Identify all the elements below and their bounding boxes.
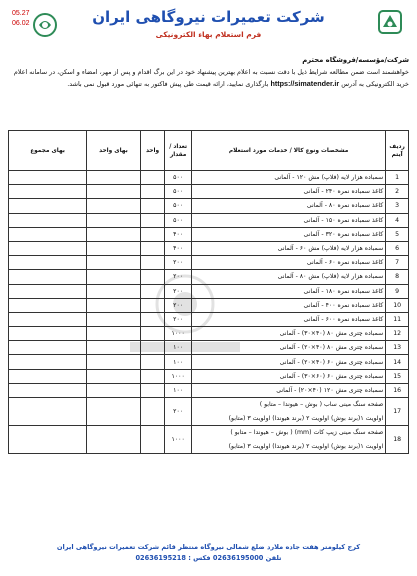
row-total-price-cell[interactable] (9, 383, 87, 397)
row-total-price-cell[interactable] (9, 213, 87, 227)
date-line-2: 06.02 (12, 20, 30, 27)
table-row (9, 312, 409, 326)
row-unit-cell[interactable] (140, 256, 165, 270)
table-row (9, 199, 409, 213)
table-row (9, 369, 409, 383)
row-quantity: ۱۰۰ (165, 355, 192, 369)
header-quantity: تعداد / مقدار (165, 131, 192, 171)
row-number: 9 (386, 284, 409, 298)
row-description: سمباده چتری مش ۱۲۰ (۴۰×۲۰) - آلمانی (192, 383, 386, 397)
intro-text (8, 54, 409, 90)
row-description: کاغذ سمباده نمره ۸۰ - آلمانی (192, 199, 386, 213)
row-unit-cell[interactable] (140, 199, 165, 213)
tender-site-link[interactable]: https://simatender.ir (270, 79, 340, 88)
intro-paragraph-end: بارگذاری نمایید، ارائه قیمت طی پیش فاکتور به تنهائی مورد قبول نمی باشد. (67, 80, 269, 88)
row-total-price-cell[interactable] (9, 369, 87, 383)
row-description: سمباده هزار لایه (فلاپ) مش ۸۰ - آلمانی (192, 270, 386, 284)
row-unit-price-cell[interactable] (87, 270, 141, 284)
table-header-row (9, 131, 409, 171)
row-quantity: ۵۰۰ (165, 171, 192, 185)
row-description-line-2: اولویت ۱(برند بوش) اولویت ۲ (برند هیوندا) اولویت ۳ (متابو) (228, 442, 384, 450)
row-total-price-cell[interactable] (9, 426, 87, 454)
row-unit-price-cell[interactable] (87, 256, 141, 270)
row-number: 1 (386, 171, 409, 185)
table-row (9, 383, 409, 397)
row-unit-price-cell[interactable] (87, 284, 141, 298)
header-total-price: بهای مجموع (9, 131, 87, 171)
row-description-line-1: صفحه سنگ مینی زیپ کات (mm) ( بوش – هیوندا – متابو ) (230, 428, 384, 436)
row-quantity: ۲۰۰ (165, 298, 192, 312)
row-total-price-cell[interactable] (9, 355, 87, 369)
row-unit-cell[interactable] (140, 341, 165, 355)
row-quantity: ۱۰۰ (165, 341, 192, 355)
row-total-price-cell[interactable] (9, 185, 87, 199)
table-row (9, 355, 409, 369)
row-unit-cell[interactable] (140, 426, 165, 454)
row-total-price-cell[interactable] (9, 256, 87, 270)
row-unit-price-cell[interactable] (87, 185, 141, 199)
row-unit-cell[interactable] (140, 185, 165, 199)
row-quantity: ۲۰۰ (165, 270, 192, 284)
row-total-price-cell[interactable] (9, 341, 87, 355)
row-unit-price-cell[interactable] (87, 171, 141, 185)
row-quantity: ۴۰۰ (165, 227, 192, 241)
row-unit-cell[interactable] (140, 213, 165, 227)
row-number: 2 (386, 185, 409, 199)
row-number: 14 (386, 355, 409, 369)
row-total-price-cell[interactable] (9, 312, 87, 326)
row-number: 13 (386, 341, 409, 355)
header-unit-price: بهای واحد (87, 131, 141, 171)
row-unit-price-cell[interactable] (87, 355, 141, 369)
row-unit-cell[interactable] (140, 369, 165, 383)
row-number: 18 (386, 426, 409, 454)
table-row (9, 270, 409, 284)
row-number: 8 (386, 270, 409, 284)
table-row (9, 241, 409, 255)
header-row-no: ردیف آیتم (386, 131, 409, 171)
row-total-price-cell[interactable] (9, 227, 87, 241)
row-unit-cell[interactable] (140, 312, 165, 326)
row-unit-price-cell[interactable] (87, 341, 141, 355)
footer-address: کرج کیلومتر هفت جاده ملارد ضلع شمالی نیروگاه منتظر قائم شرکت تعمیرات نیروگاهی ایران (56, 543, 361, 551)
row-description: سمباده چتری مش ۸۰ (۴۰×۲۰) - آلمانی (192, 341, 386, 355)
row-unit-price-cell[interactable] (87, 241, 141, 255)
row-description: سمباده چتری مش ۶۰ (۴۰×۲۰) - آلمانی (192, 355, 386, 369)
row-quantity: ۵۰۰ (165, 199, 192, 213)
row-number: 11 (386, 312, 409, 326)
row-description: کاغذ سمباده نمره ۶۰ - آلمانی (192, 256, 386, 270)
company-title: شرکت تعمیرات نیروگاهی ایران (92, 8, 325, 26)
table-row (9, 426, 409, 454)
table-row (9, 327, 409, 341)
table-row (9, 171, 409, 185)
row-quantity: ۵۰۰ (165, 213, 192, 227)
greeting: شرکت/مؤسسه/فروشگاه محترم (302, 56, 409, 64)
date-line-1: 05.27 (12, 10, 30, 17)
row-unit-price-cell[interactable] (87, 383, 141, 397)
row-unit-price-cell[interactable] (87, 398, 141, 426)
row-description: کاغذ سمباده نمره ۴۰۰ - آلمانی (192, 298, 386, 312)
row-unit-price-cell[interactable] (87, 369, 141, 383)
row-total-price-cell[interactable] (9, 398, 87, 426)
row-quantity: ۵۰۰ (165, 185, 192, 199)
row-number: 4 (386, 213, 409, 227)
row-description: کاغذ سمباده نمره ۳۲۰ - آلمانی (192, 227, 386, 241)
header-description: مشخصات ونوع کالا / خدمات مورد استعلام (192, 131, 386, 171)
row-unit-cell[interactable] (140, 227, 165, 241)
row-description: سمباده هزار لایه (فلاپ) مش ۱۲۰ - آلمانی (192, 171, 386, 185)
row-quantity: ۱۰۰۰ (165, 369, 192, 383)
row-unit-cell[interactable] (140, 298, 165, 312)
row-quantity: ۴۰۰ (165, 241, 192, 255)
row-unit-cell[interactable] (140, 270, 165, 284)
row-quantity: ۲۰۰ (165, 284, 192, 298)
row-unit-cell[interactable] (140, 398, 165, 426)
row-total-price-cell[interactable] (9, 298, 87, 312)
row-number: 5 (386, 227, 409, 241)
form-subtitle: فرم استعلام بهاء الکترونیکی (155, 30, 262, 39)
row-unit-price-cell[interactable] (87, 426, 141, 454)
row-description-line-2: اولویت ۱(برند بوش) اولویت ۲ (برند هیوندا) اولویت ۳ (متابو) (228, 414, 384, 422)
row-number: 6 (386, 241, 409, 255)
table-row (9, 398, 409, 426)
row-description: سمباده چتری مش ۸۰ (۴۰×۳۰) - آلمانی (192, 327, 386, 341)
items-table (8, 130, 409, 454)
row-unit-cell[interactable] (140, 327, 165, 341)
row-quantity: ۲۰۰ (165, 312, 192, 326)
table-row (9, 213, 409, 227)
row-number: 10 (386, 298, 409, 312)
row-unit-price-cell[interactable] (87, 199, 141, 213)
header-unit: واحد (140, 131, 165, 171)
row-unit-price-cell[interactable] (87, 227, 141, 241)
row-description: کاغذ سمباده نمره ۱۸۰ - آلمانی (192, 284, 386, 298)
row-unit-price-cell[interactable] (87, 298, 141, 312)
row-total-price-cell[interactable] (9, 270, 87, 284)
row-number: 7 (386, 256, 409, 270)
table-row (9, 227, 409, 241)
row-quantity: ۲۰۰ (165, 256, 192, 270)
row-number: 12 (386, 327, 409, 341)
row-quantity: ۱۰۰۰ (165, 327, 192, 341)
row-quantity: ۲۰۰ (165, 398, 192, 426)
table-row (9, 341, 409, 355)
row-description: کاغذ سمباده نمره ۱۵۰ - آلمانی (192, 213, 386, 227)
row-total-price-cell[interactable] (9, 284, 87, 298)
header (8, 6, 409, 46)
footer (8, 542, 409, 564)
row-total-price-cell[interactable] (9, 327, 87, 341)
row-total-price-cell[interactable] (9, 199, 87, 213)
row-unit-cell[interactable] (140, 355, 165, 369)
row-description: کاغذ سمباده نمره ۶۰۰ - آلمانی (192, 312, 386, 326)
footer-phone: تلفن 02636195000 فکس : 02636195218 (135, 554, 282, 562)
row-number: 16 (386, 383, 409, 397)
row-description (192, 426, 386, 454)
table-row (9, 298, 409, 312)
row-unit-price-cell[interactable] (87, 213, 141, 227)
row-description: کاغذ سمباده نمره ۲۴۰ - آلمانی (192, 185, 386, 199)
row-unit-cell[interactable] (140, 383, 165, 397)
row-number: 3 (386, 199, 409, 213)
table-row (9, 256, 409, 270)
table-row (9, 185, 409, 199)
row-unit-cell[interactable] (140, 241, 165, 255)
row-total-price-cell[interactable] (9, 171, 87, 185)
company-logo-right-icon (377, 9, 403, 35)
row-description: سمباده هزار لایه (فلاپ) مش ۶۰ - آلمانی (192, 241, 386, 255)
row-total-price-cell[interactable] (9, 241, 87, 255)
row-description: سمباده چتری مش ۶۰ (۶۰×۳۰) - آلمانی (192, 369, 386, 383)
row-unit-cell[interactable] (140, 284, 165, 298)
row-description-line-1: صفحه سنگ مینی ساب ( بوش – هیوندا – متابو ) (259, 400, 384, 408)
table-row (9, 284, 409, 298)
row-quantity: ۱۰۰۰ (165, 426, 192, 454)
row-number: 15 (386, 369, 409, 383)
row-unit-price-cell[interactable] (87, 327, 141, 341)
row-unit-price-cell[interactable] (87, 312, 141, 326)
row-quantity: ۱۰۰ (165, 383, 192, 397)
row-number: 17 (386, 398, 409, 426)
intro-paragraph-start: خواهشمند است ضمن مطالعه شرایط ذیل با دقت نسبت به اعلام بهترین پیشنهاد خود در این برگ اقدام و پس از مهر، امضاء و اسکن، در سامانه اعلام خرید الکترونیکی به آدرس (13, 68, 409, 88)
row-description (192, 398, 386, 426)
row-unit-cell[interactable] (140, 171, 165, 185)
